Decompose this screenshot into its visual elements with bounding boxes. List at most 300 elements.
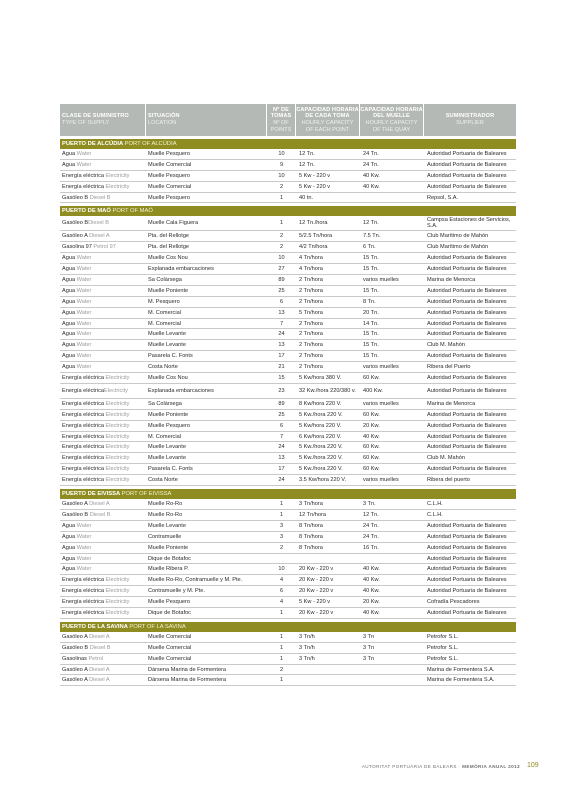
cell-location: Costa Norte <box>148 477 178 484</box>
cell-location: Muelle Cala Figuera <box>148 220 199 227</box>
type-es: Gasóleo A <box>62 666 88 673</box>
cell-supplier: Autoridad Portuaria de Baleares <box>427 151 507 157</box>
cell-type <box>60 286 146 296</box>
type-es: Energía eléctrica <box>62 588 104 595</box>
cell-supplier: Autoridad Portuaria de Baleares <box>427 522 507 529</box>
cell-quay-capacity <box>360 675 424 685</box>
cell-supplier: Autoridad Portuaria de Baleares <box>427 566 507 573</box>
type-en: Water <box>76 277 92 284</box>
header-point-capacity-es2: DE CADA TOMA <box>305 113 350 120</box>
cell-type <box>60 362 146 372</box>
section-title: PUERTO DE LA SAVINA <box>62 623 128 630</box>
cell-quay-capacity <box>360 665 424 675</box>
cell-supplier: Marina de Formentera S.A. <box>427 677 495 684</box>
type-en: Water <box>76 287 92 294</box>
type-en: Electricity <box>105 375 130 382</box>
cell-location: Muelle Pesquero <box>148 422 190 429</box>
cell-supplier: Autoridad Portuaria de Baleares <box>427 555 507 562</box>
cell-point-capacity <box>296 554 360 564</box>
cell-points: 3 <box>279 533 284 540</box>
type-en: Electricity <box>105 455 130 462</box>
cell-point-capacity: 3 Tn/hora <box>299 501 323 508</box>
cell-point-capacity <box>296 675 360 685</box>
cell-type <box>60 231 146 241</box>
type-en: Diesel B <box>89 644 111 651</box>
cell-quay-capacity: 3 Tn <box>363 655 375 662</box>
cell-location: Muelle Pesquero <box>148 599 190 606</box>
type-es: Agua <box>62 522 76 529</box>
section-title: PUERTO DE EIVISSA <box>62 491 120 498</box>
table-row <box>60 586 516 597</box>
cell-type <box>60 499 146 509</box>
table-row <box>60 475 516 486</box>
cell-supplier: Cofradía Pescadores <box>427 599 480 606</box>
cell-supplier: C.L.H. <box>427 501 443 508</box>
cell-points: 89 <box>278 277 285 284</box>
header-points-es2: TOMAS <box>270 113 292 120</box>
cell-type <box>60 575 146 585</box>
supply-table <box>60 104 516 686</box>
cell-point-capacity: 12 Tn./hora <box>299 220 328 227</box>
cell-quay-capacity: 24 Tn. <box>363 151 379 157</box>
header-quay-capacity-es2: DEL MUELLE <box>373 113 410 120</box>
cell-quay-capacity: varios muelles <box>363 364 399 371</box>
cell-type <box>60 597 146 607</box>
cell-points: 1 <box>279 501 284 508</box>
cell-type <box>60 297 146 307</box>
type-en: Water <box>76 298 92 305</box>
type-es: Agua <box>62 309 76 316</box>
header-type-en: TYPE OF SUPPLY <box>62 120 110 126</box>
type-en: Water <box>76 151 92 157</box>
cell-points: 1 <box>279 194 284 201</box>
type-en: Electricity <box>105 599 130 606</box>
type-es: Gasolinas <box>62 655 87 662</box>
cell-location: Dique de Botafoc <box>148 555 191 562</box>
cell-quay-capacity: 20 Kw. <box>363 599 380 606</box>
table-row <box>60 308 516 319</box>
cell-point-capacity: 3.5 Kw/hora 220 V. <box>299 477 347 484</box>
cell-location: Muelle Comercial <box>148 161 192 168</box>
cell-supplier: Autoridad Portuaria de Baleares <box>427 433 507 440</box>
cell-supplier: Petrofor S.L. <box>427 633 459 640</box>
type-en: Water <box>76 555 92 562</box>
cell-location: Muelle Comercial <box>148 655 192 662</box>
table-row <box>60 632 516 643</box>
cell-points: 1 <box>279 633 284 640</box>
cell-quay-capacity: 24 Tn. <box>363 533 379 540</box>
cell-point-capacity: 2 Tn/hora <box>299 353 323 360</box>
cell-type <box>60 149 146 159</box>
section-title: PUERTO DE ALCÚDIA <box>62 141 123 147</box>
table-row <box>60 453 516 464</box>
type-es: Energía eléctrica <box>62 422 104 429</box>
table-row <box>60 421 516 432</box>
type-es: Energía eléctrica <box>62 433 104 440</box>
cell-quay-capacity: 3 Tn <box>363 644 375 651</box>
cell-points <box>267 554 296 564</box>
cell-location: Explanada embarcaciones <box>148 387 214 394</box>
cell-point-capacity: 8 Tn/hora <box>299 522 323 529</box>
cell-type <box>60 564 146 574</box>
cell-quay-capacity: 15 Tn. <box>363 266 379 273</box>
cell-quay-capacity: varios muelles <box>363 277 399 284</box>
table-row <box>60 675 516 686</box>
header-points-en2: POINTS <box>270 126 292 133</box>
cell-location: Muelle Poniente <box>148 287 189 294</box>
table-row <box>60 442 516 453</box>
cell-points: 24 <box>278 331 285 338</box>
table-body <box>60 139 516 686</box>
cell-point-capacity: 5 Kw - 220 v <box>299 599 331 606</box>
cell-supplier: Marina de Formentera S.A. <box>427 666 495 673</box>
cell-quay-capacity: 20 Kw. <box>363 422 380 429</box>
cell-points: 10 <box>278 151 285 157</box>
type-es: Gasóleo B <box>62 194 89 201</box>
cell-points: 25 <box>278 287 285 294</box>
footer-report: MEMÒRIA ANUAL 2013 <box>462 764 520 769</box>
cell-location: Muelle Cos Nou <box>148 255 188 262</box>
type-en: Diesel A <box>89 233 110 240</box>
cell-location: Muelle Poniente <box>148 544 189 551</box>
cell-location: Costa Norte <box>148 364 178 371</box>
cell-points: 1 <box>279 677 284 684</box>
cell-points: 1 <box>279 644 284 651</box>
type-es: Agua <box>62 255 76 262</box>
cell-type <box>60 543 146 553</box>
cell-points: 1 <box>279 609 284 616</box>
cell-supplier: Autoridad Portuaria de Baleares <box>427 320 507 327</box>
section-title-en: PORT OF ALCÚDIA <box>124 141 177 147</box>
type-en: Water <box>76 255 92 262</box>
cell-location: Muelle Levante <box>148 455 186 462</box>
cell-supplier: Club M. Mahón <box>427 342 465 349</box>
type-es: Energía eléctrica <box>62 387 104 394</box>
cell-points: 13 <box>278 455 285 462</box>
header-points <box>267 104 296 136</box>
cell-type <box>60 464 146 474</box>
type-en: Electricity <box>105 444 130 451</box>
cell-location: Muelle Comercial <box>148 633 192 640</box>
type-es: Energía eléctrica <box>62 400 104 407</box>
cell-quay-capacity: 60 Kw. <box>363 375 380 382</box>
cell-location: Muelle Ribera P. <box>148 566 189 573</box>
cell-location: M. Pesquero <box>148 298 180 305</box>
cell-point-capacity: 32 Kw./hora 220/380 v. <box>299 387 356 394</box>
cell-point-capacity: 2 Tn/hora <box>299 287 323 294</box>
cell-supplier: Club Marítimo de Mahón <box>427 233 489 240</box>
header-type <box>60 104 146 136</box>
type-en: Water <box>76 331 92 338</box>
cell-supplier: Club M. Mahón <box>427 455 465 462</box>
cell-type <box>60 586 146 596</box>
section-title-en: PORT OF LA SAVINA <box>129 623 186 630</box>
type-en: Electricity <box>105 400 130 407</box>
cell-supplier: Petrofor S.L. <box>427 644 459 651</box>
cell-type <box>60 521 146 531</box>
cell-location: Muelle Levante <box>148 522 186 529</box>
cell-points: 1 <box>279 511 284 518</box>
cell-quay-capacity: 3 Tn <box>363 633 375 640</box>
section-title-en: PORT OF EIVISSA <box>121 491 172 498</box>
cell-points: 2 <box>279 666 284 673</box>
cell-location: Muelle Comercial <box>148 183 192 190</box>
cell-type <box>60 308 146 318</box>
cell-supplier: Autoridad Portuaria de Baleares <box>427 588 507 595</box>
cell-supplier: Autoridad Portuaria de Baleares <box>427 444 507 451</box>
cell-point-capacity: 5 Kw./hora 220 V. <box>299 411 343 418</box>
type-en: Water <box>76 161 92 168</box>
cell-supplier: Petrofor S.L. <box>427 655 459 662</box>
cell-supplier: Autoridad Portuaria de Baleares <box>427 577 507 584</box>
cell-type <box>60 351 146 361</box>
header-quay-capacity-es1: CAPACIDAD HORARIA <box>360 106 423 113</box>
type-es: Gasóleo B <box>62 644 89 651</box>
footer-org: AUTORITAT PORTUÀRIA DE BALEARS <box>361 764 457 769</box>
type-es: Agua <box>62 353 76 360</box>
cell-quay-capacity: 20 Tn. <box>363 309 379 316</box>
cell-type <box>60 675 146 685</box>
header-point-capacity-en2: OF EACH POINT <box>305 126 350 133</box>
cell-type <box>60 608 146 618</box>
cell-supplier: Autoridad Portuaria de Baleares <box>427 353 507 360</box>
cell-quay-capacity: 15 Tn. <box>363 331 379 338</box>
type-es: Energía eléctrica <box>62 411 104 418</box>
header-point-capacity-en1: HOURLY CAPACITY <box>301 120 354 126</box>
type-en: Petrol 97 <box>93 244 116 251</box>
type-en: Water <box>76 533 92 540</box>
cell-location: Muelle Levante <box>148 342 186 349</box>
cell-location: Pta. del Rellotge <box>148 244 190 251</box>
cell-type <box>60 182 146 192</box>
cell-type <box>60 275 146 285</box>
type-es: Agua <box>62 277 76 284</box>
cell-point-capacity: 5 Kw/hora 380 V. <box>299 375 342 382</box>
cell-points: 17 <box>278 466 285 473</box>
section-header <box>60 206 516 216</box>
type-en: Diesel A <box>89 501 110 508</box>
cell-points: 1 <box>279 220 284 227</box>
cell-points: 15 <box>278 375 285 382</box>
table-row <box>60 242 516 253</box>
cell-points: 7 <box>279 433 284 440</box>
cell-points: 10 <box>278 172 285 179</box>
cell-point-capacity: 4 Tn/hora <box>299 255 323 262</box>
cell-quay-capacity: varios muelles <box>363 400 399 407</box>
table-row <box>60 340 516 351</box>
cell-location: Muelle Levante <box>148 331 186 338</box>
header-location <box>146 104 267 136</box>
header-supplier-en: SUPPLIER <box>456 120 484 126</box>
type-en: Electricity <box>105 433 130 440</box>
cell-point-capacity: 2 Tn/hora <box>299 298 323 305</box>
type-es: Energía eléctrica <box>62 172 104 179</box>
type-es: Agua <box>62 331 76 338</box>
cell-supplier: Autoridad Portuaria de Baleares <box>427 183 507 190</box>
cell-point-capacity: 3 Tn/h <box>299 655 315 662</box>
cell-points: 6 <box>279 298 284 305</box>
cell-quay-capacity: 24 Tn. <box>363 522 379 529</box>
cell-point-capacity: 5 Kw./hora 220 V. <box>299 444 343 451</box>
table-row <box>60 275 516 286</box>
table-row <box>60 319 516 330</box>
cell-location: Dique de Botafoc <box>148 609 191 616</box>
table-row <box>60 286 516 297</box>
type-en: Water <box>76 353 92 360</box>
type-en: Electricity <box>105 466 130 473</box>
cell-location: Pasarela C. Fonts <box>148 353 193 360</box>
type-es: Gasóleo B <box>62 511 89 518</box>
type-es: Agua <box>62 342 76 349</box>
page-footer <box>0 764 520 769</box>
cell-location: M. Comercial <box>148 309 181 316</box>
cell-quay-capacity: varios muelles <box>363 477 399 484</box>
cell-point-capacity: 8 Tn/hora <box>299 533 323 540</box>
cell-type <box>60 654 146 664</box>
cell-quay-capacity: 40 Kw. <box>363 566 380 573</box>
cell-supplier: Autoridad Portuaria de Baleares <box>427 533 507 540</box>
table-row <box>60 554 516 565</box>
cell-points: 17 <box>278 353 285 360</box>
table-row <box>60 575 516 586</box>
table-row <box>60 351 516 362</box>
type-en: Electricity <box>105 477 130 484</box>
header-quay-capacity <box>360 104 424 136</box>
table-row <box>60 643 516 654</box>
table-row <box>60 543 516 554</box>
type-es: Energía eléctrica <box>62 577 104 584</box>
type-en: Electricity <box>105 422 130 429</box>
cell-type <box>60 510 146 520</box>
table-row <box>60 264 516 275</box>
cell-point-capacity: 2 Tn/hora <box>299 320 323 327</box>
type-en: Electricity <box>105 577 130 584</box>
cell-supplier: Autoridad Portuaria de Baleares <box>427 387 507 394</box>
cell-point-capacity: 20 Kw - 220 v <box>299 566 334 573</box>
cell-location: Explanada embarcaciones <box>148 266 214 273</box>
cell-type <box>60 264 146 274</box>
header-quay-capacity-en2: OF THE QUAY <box>372 126 411 133</box>
type-es: Gasóleo A <box>62 633 88 640</box>
cell-points: 24 <box>278 477 285 484</box>
type-es: Agua <box>62 266 76 273</box>
header-supplier <box>424 104 516 136</box>
section-title-en: PORT OF MAÓ <box>112 208 153 215</box>
cell-points: 9 <box>279 161 284 168</box>
cell-type <box>60 329 146 339</box>
cell-location: Muelle Pesquero <box>148 172 190 179</box>
type-en: Diesel B <box>89 194 111 201</box>
cell-point-capacity: 20 Kw - 220 v <box>299 588 334 595</box>
cell-location: Muelle Pesquero <box>148 151 190 157</box>
cell-point-capacity: 5/2.5 Tn/hora <box>299 233 333 240</box>
cell-point-capacity <box>296 665 360 675</box>
type-es: Gasóleo A <box>62 501 88 508</box>
cell-location: Dársena Marina de Formentera <box>148 666 227 673</box>
cell-location: Contramuelle <box>148 533 182 540</box>
type-es: Agua <box>62 566 76 573</box>
cell-type <box>60 193 146 203</box>
type-es: Energía eléctrica <box>62 455 104 462</box>
cell-quay-capacity: 60 Kw. <box>363 466 380 473</box>
cell-point-capacity: 12 Tn. <box>299 161 315 168</box>
cell-point-capacity: 3 Tn/h <box>299 644 315 651</box>
cell-point-capacity: 2 Tn/hora <box>299 342 323 349</box>
header-type-es: CLASE DE SUMINISTRO <box>62 113 129 120</box>
type-es: Agua <box>62 320 76 327</box>
table-row <box>60 231 516 242</box>
cell-supplier: C.L.H. <box>427 511 443 518</box>
cell-type <box>60 253 146 263</box>
type-en: Water <box>76 342 92 349</box>
cell-points: 10 <box>278 255 285 262</box>
table-row <box>60 654 516 665</box>
cell-location: Dársena Marina de Formentera <box>148 677 227 684</box>
cell-supplier: Autoridad Portuaria de Baleares <box>427 287 507 294</box>
cell-location: Sa Colàrsega <box>148 277 182 284</box>
cell-point-capacity: 20 Kw - 220 v <box>299 609 334 616</box>
cell-points: 2 <box>279 544 284 551</box>
cell-supplier: Autoridad Portuaria de Baleares <box>427 298 507 305</box>
cell-point-capacity: 5 Kw./hora 220 V. <box>299 455 343 462</box>
cell-point-capacity: 40 tn. <box>299 194 313 201</box>
cell-supplier: Marina de Menorca <box>427 400 476 407</box>
cell-quay-capacity: 24 Tn. <box>363 161 379 168</box>
type-es: Agua <box>62 533 76 540</box>
cell-points: 13 <box>278 342 285 349</box>
type-es: Agua <box>62 151 76 157</box>
cell-quay-capacity: 7.5 Tn. <box>363 233 381 240</box>
cell-quay-capacity: 14 Tn. <box>363 320 379 327</box>
cell-point-capacity: 20 Kw - 220 v <box>299 577 334 584</box>
table-header <box>60 104 516 136</box>
cell-quay-capacity: 15 Tn. <box>363 342 379 349</box>
type-es: Energía eléctrica <box>62 466 104 473</box>
header-quay-capacity-en1: HOURLY CAPACITY <box>365 120 418 126</box>
table-row <box>60 432 516 443</box>
cell-supplier: Ribera del Puerto <box>427 364 471 371</box>
cell-points: 23 <box>278 387 285 394</box>
table-row <box>60 597 516 608</box>
header-supplier-es: SUMINISTRADOR <box>445 113 495 120</box>
header-point-capacity <box>296 104 360 136</box>
cell-type <box>60 171 146 181</box>
type-es: Gasolina 97 <box>62 244 92 251</box>
cell-supplier: Autoridad Portuaria de Baleares <box>427 375 507 382</box>
type-en: Electricity <box>103 387 128 394</box>
type-en: Water <box>76 522 92 529</box>
cell-supplier: Autoridad Portuaria de Baleares <box>427 172 507 179</box>
table-row <box>60 564 516 575</box>
cell-supplier: Repsol, S.A. <box>427 194 459 201</box>
cell-supplier: Autoridad Portuaria de Baleares <box>427 331 507 338</box>
cell-point-capacity: 8 Tn/hora <box>299 544 323 551</box>
cell-point-capacity: 12 Tn. <box>299 151 315 157</box>
cell-type <box>60 632 146 642</box>
cell-location: Muelle Ro-Ro <box>148 501 183 508</box>
table-row <box>60 329 516 340</box>
cell-quay-capacity: 40 Kw. <box>363 172 380 179</box>
cell-point-capacity: 12 Tn/hora <box>299 511 326 518</box>
section-header <box>60 622 516 632</box>
table-row <box>60 216 516 231</box>
cell-location: M. Comercial <box>148 320 181 327</box>
cell-points: 27 <box>278 266 285 273</box>
cell-location: Muelle Poniente <box>148 411 189 418</box>
cell-point-capacity: 2 Tn/hora <box>299 277 323 284</box>
cell-location: Muelle Ro-Ro, Contramuelle y M. Pte. <box>148 577 243 584</box>
table-row <box>60 297 516 308</box>
